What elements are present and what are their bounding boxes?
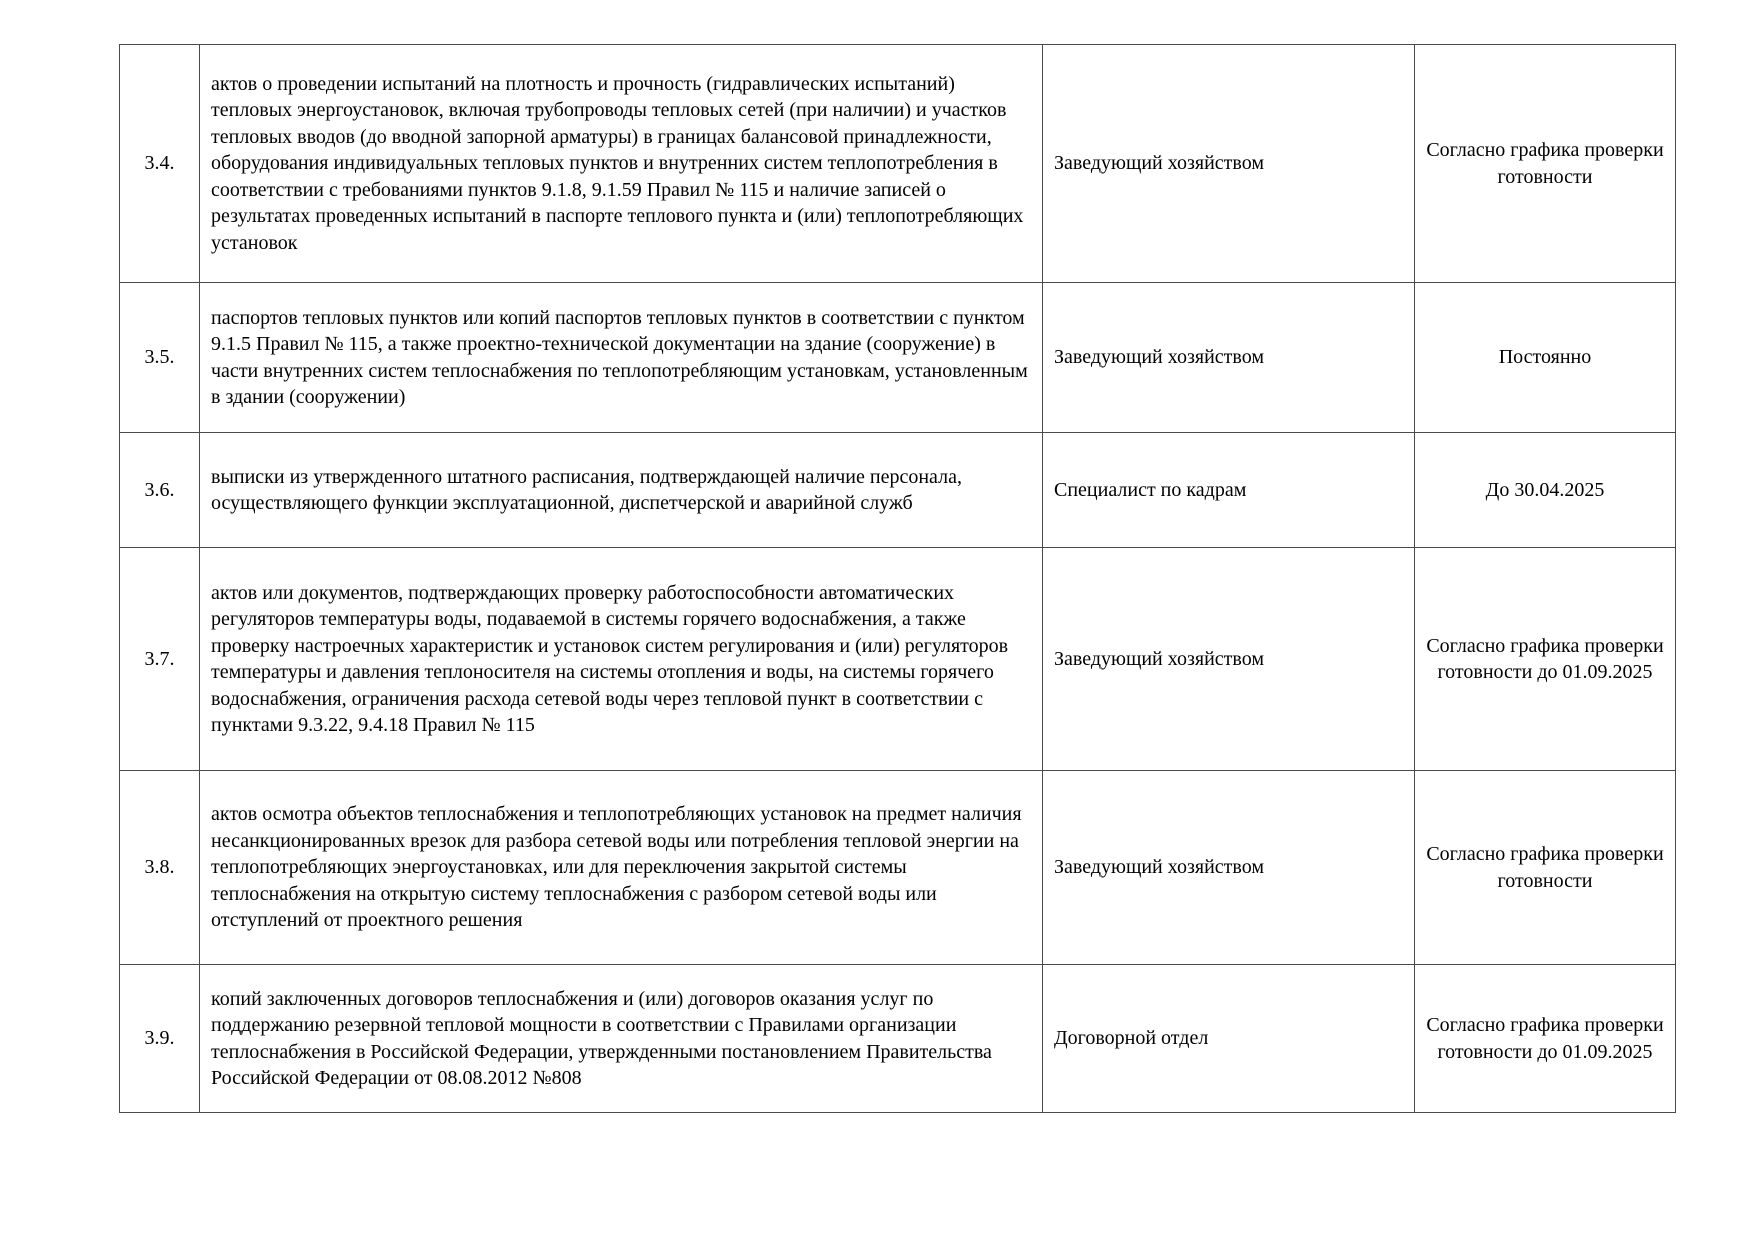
requirements-table xyxy=(119,44,1676,1113)
row-term: Согласно графика проверки готовности xyxy=(1415,45,1676,283)
row-term: Постоянно xyxy=(1415,283,1676,433)
row-term: Согласно графика проверки готовности до 01.09.2025 xyxy=(1415,965,1676,1113)
row-number: 3.5. xyxy=(120,283,200,433)
row-responsible: Заведующий хозяйством xyxy=(1043,283,1415,433)
row-responsible: Заведующий хозяйством xyxy=(1043,45,1415,283)
row-number: 3.4. xyxy=(120,45,200,283)
row-responsible: Специалист по кадрам xyxy=(1043,433,1415,548)
row-description: актов о проведении испытаний на плотность и прочность (гидравлических испытаний) тепловых энергоустановок, включая трубопроводы тепловых сетей (при наличии) и участков тепловых вводов (до вводной запорной арматуры) в границах балансовой принадлежности, оборудования индивидуальных тепловых пунктов и внутренних систем теплопотребления в соответствии с требованиями пунктов 9.1.8, 9.1.59 Правил № 115 и наличие записей о результатах проведенных испытаний в паспорте теплового пункта и (или) теплопотребляющих установок xyxy=(200,45,1043,283)
row-description: актов осмотра объектов теплоснабжения и теплопотребляющих установок на предмет наличия несанкционированных врезок для разбора сетевой воды или потребления тепловой энергии на теплопотребляющих энергоустановках, или для переключения закрытой системы теплоснабжения на открытую систему теплоснабжения с разбором сетевой воды или отступлений от проектного решения xyxy=(200,771,1043,965)
table-row xyxy=(120,433,1676,548)
row-description: актов или документов, подтверждающих проверку работоспособности автоматических регуляторов температуры воды, подаваемой в системы горячего водоснабжения, а также проверку настроечных характеристик и установок систем регулирования и (или) регуляторов температуры и давления теплоносителя на системы отопления и воды, на системы горячего водоснабжения, ограничения расхода сетевой воды через тепловой пункт в соответствии с пунктами 9.3.22, 9.4.18 Правил № 115 xyxy=(200,548,1043,771)
row-term: До 30.04.2025 xyxy=(1415,433,1676,548)
row-term: Согласно графика проверки готовности до 01.09.2025 xyxy=(1415,548,1676,771)
table-row xyxy=(120,45,1676,283)
row-responsible: Договорной отдел xyxy=(1043,965,1415,1113)
row-responsible: Заведующий хозяйством xyxy=(1043,548,1415,771)
table-row xyxy=(120,548,1676,771)
row-number: 3.6. xyxy=(120,433,200,548)
row-responsible: Заведующий хозяйством xyxy=(1043,771,1415,965)
row-description: паспортов тепловых пунктов или копий паспортов тепловых пунктов в соответствии с пунктом 9.1.5 Правил № 115, а также проектно-технической документации на здание (сооружение) в части внутренних систем теплоснабжения по теплопотребляющим установкам, установленным в здании (сооружении) xyxy=(200,283,1043,433)
row-number: 3.7. xyxy=(120,548,200,771)
row-description: копий заключенных договоров теплоснабжения и (или) договоров оказания услуг по поддержанию резервной тепловой мощности в соответствии с Правилами организации теплоснабжения в Российской Федерации, утвержденными постановлением Правительства Российской Федерации от 08.08.2012 №808 xyxy=(200,965,1043,1113)
table-row xyxy=(120,771,1676,965)
table-row xyxy=(120,283,1676,433)
row-description: выписки из утвержденного штатного расписания, подтверждающей наличие персонала, осуществляющего функции эксплуатационной, диспетчерской и аварийной служб xyxy=(200,433,1043,548)
row-number: 3.9. xyxy=(120,965,200,1113)
row-number: 3.8. xyxy=(120,771,200,965)
row-term: Согласно графика проверки готовности xyxy=(1415,771,1676,965)
table-row xyxy=(120,965,1676,1113)
